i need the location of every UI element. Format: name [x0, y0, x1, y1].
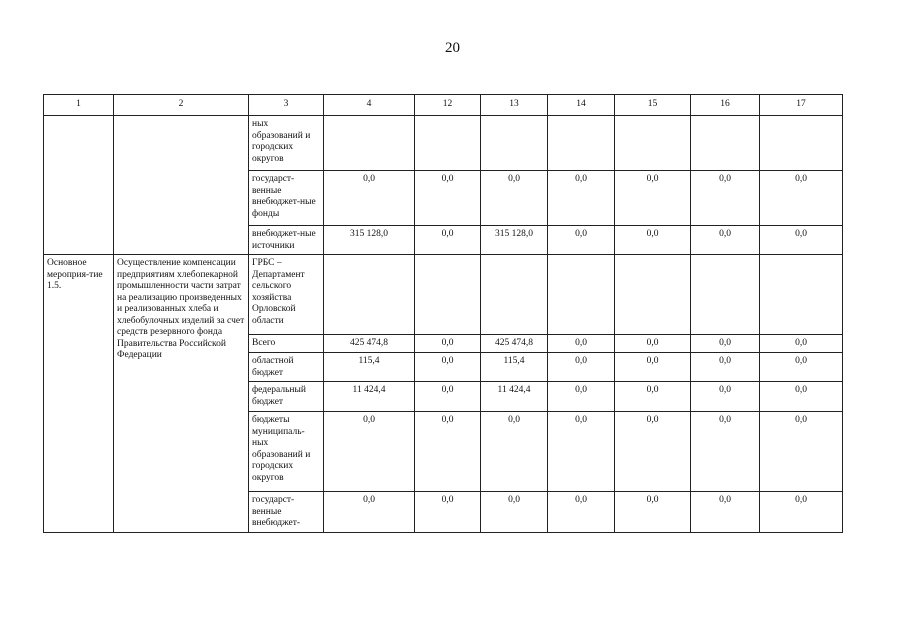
value-cell: 0,0	[548, 171, 615, 226]
value-cell: 0,0	[481, 492, 548, 533]
funding-source-cell: федеральный бюджет	[249, 382, 324, 412]
funding-source-cell: ГРБС – Департамент сельского хозяйства Орловской области	[249, 255, 324, 335]
value-cell: 0,0	[691, 335, 760, 353]
value-cell: 0,0	[548, 492, 615, 533]
value-cell	[691, 255, 760, 335]
value-cell: 0,0	[691, 353, 760, 382]
value-cell: 0,0	[691, 171, 760, 226]
table-row	[44, 255, 843, 335]
value-cell: 0,0	[324, 171, 415, 226]
value-cell: 0,0	[548, 382, 615, 412]
value-cell: 0,0	[760, 335, 843, 353]
value-cell: 0,0	[691, 382, 760, 412]
column-header: 3	[249, 95, 324, 116]
value-cell: 0,0	[324, 492, 415, 533]
column-header: 16	[691, 95, 760, 116]
value-cell: 0,0	[548, 412, 615, 492]
value-cell: 0,0	[691, 412, 760, 492]
value-cell: 11 424,4	[481, 382, 548, 412]
column-header: 1	[44, 95, 114, 116]
value-cell: 0,0	[548, 335, 615, 353]
value-cell: 0,0	[415, 226, 481, 255]
value-cell	[615, 116, 691, 171]
value-cell	[324, 255, 415, 335]
value-cell: 0,0	[415, 492, 481, 533]
funding-source-cell: Всего	[249, 335, 324, 353]
value-cell: 0,0	[415, 353, 481, 382]
column-header: 12	[415, 95, 481, 116]
value-cell	[548, 255, 615, 335]
value-cell	[415, 116, 481, 171]
value-cell	[415, 255, 481, 335]
value-cell: 0,0	[615, 492, 691, 533]
value-cell	[615, 255, 691, 335]
value-cell	[481, 116, 548, 171]
value-cell	[691, 116, 760, 171]
value-cell: 11 424,4	[324, 382, 415, 412]
funding-source-cell: ных образований и городских округов	[249, 116, 324, 171]
value-cell: 0,0	[615, 226, 691, 255]
value-cell	[548, 116, 615, 171]
activity-description-cell: Осуществление компенсации предприятиям хлебопекарной промышленности части затрат на реализацию произведенных и реализованных хлеба и хлебобулочных изделий за счет средств резервного фонда Правительства Российской Федерации	[114, 255, 249, 533]
value-cell: 0,0	[760, 226, 843, 255]
funding-source-cell: бюджеты муниципаль-ных образований и городских округов	[249, 412, 324, 492]
value-cell: 315 128,0	[324, 226, 415, 255]
funding-source-cell: государст-венные внебюджет-	[249, 492, 324, 533]
value-cell: 0,0	[415, 171, 481, 226]
value-cell: 0,0	[548, 353, 615, 382]
value-cell: 0,0	[548, 226, 615, 255]
value-cell: 0,0	[415, 335, 481, 353]
funding-source-cell: внебюджет-ные источники	[249, 226, 324, 255]
value-cell	[760, 116, 843, 171]
value-cell	[481, 255, 548, 335]
value-cell: 0,0	[691, 226, 760, 255]
value-cell: 0,0	[615, 171, 691, 226]
value-cell: 0,0	[481, 412, 548, 492]
activity-name-cell: Основное мероприя-тие 1.5.	[44, 255, 114, 533]
cell-empty	[44, 116, 114, 255]
column-header: 17	[760, 95, 843, 116]
table-header-row	[44, 95, 843, 116]
column-header: 4	[324, 95, 415, 116]
value-cell: 0,0	[615, 335, 691, 353]
value-cell: 0,0	[760, 353, 843, 382]
value-cell: 0,0	[415, 412, 481, 492]
value-cell: 0,0	[615, 382, 691, 412]
column-header: 14	[548, 95, 615, 116]
funding-source-cell: государст-венные внебюджет-ные фонды	[249, 171, 324, 226]
table-row	[44, 116, 843, 171]
value-cell	[760, 255, 843, 335]
funding-source-cell: областной бюджет	[249, 353, 324, 382]
value-cell: 115,4	[324, 353, 415, 382]
value-cell: 0,0	[760, 382, 843, 412]
page-number: 20	[445, 40, 460, 56]
value-cell: 0,0	[324, 412, 415, 492]
column-header: 13	[481, 95, 548, 116]
value-cell: 0,0	[691, 492, 760, 533]
value-cell: 0,0	[615, 353, 691, 382]
value-cell: 0,0	[760, 492, 843, 533]
column-header: 2	[114, 95, 249, 116]
value-cell: 425 474,8	[324, 335, 415, 353]
value-cell: 0,0	[615, 412, 691, 492]
value-cell: 0,0	[760, 171, 843, 226]
value-cell	[324, 116, 415, 171]
value-cell: 425 474,8	[481, 335, 548, 353]
column-header: 15	[615, 95, 691, 116]
cell-empty	[114, 116, 249, 255]
value-cell: 315 128,0	[481, 226, 548, 255]
value-cell: 115,4	[481, 353, 548, 382]
value-cell: 0,0	[760, 412, 843, 492]
value-cell: 0,0	[481, 171, 548, 226]
value-cell: 0,0	[415, 382, 481, 412]
budget-table	[43, 94, 843, 533]
